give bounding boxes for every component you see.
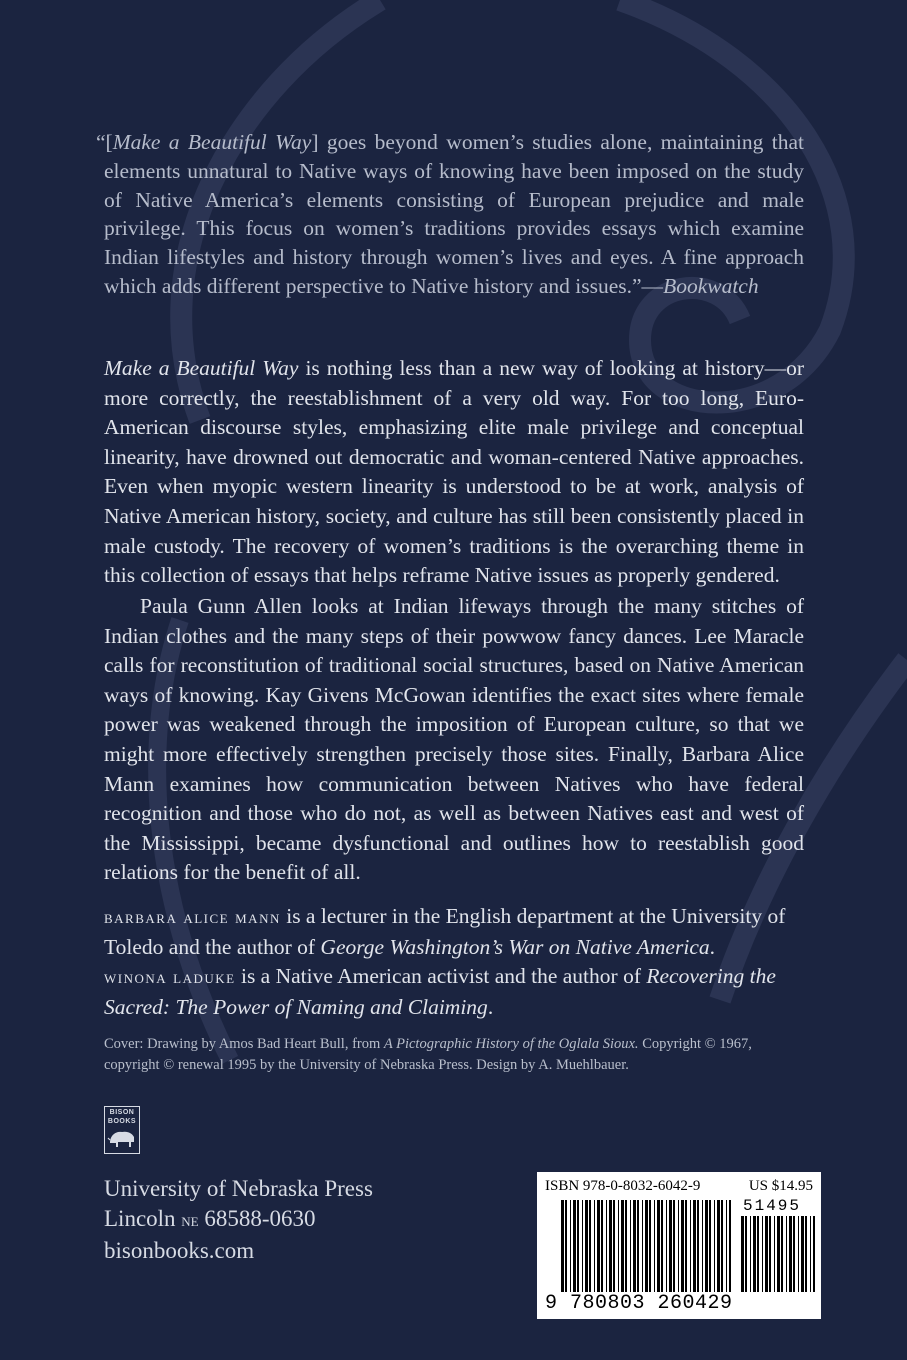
barcode-bar <box>657 1200 660 1292</box>
logo-text-line1: BISON <box>109 1109 135 1116</box>
barcode-bar <box>789 1216 792 1292</box>
review-source: Bookwatch <box>663 273 759 298</box>
barcode-bar <box>690 1200 691 1292</box>
barcode-bar <box>577 1200 579 1292</box>
barcode-bar <box>618 1200 619 1292</box>
barcode-bar <box>621 1200 624 1292</box>
barcode-bar <box>762 1216 763 1292</box>
credit-book-title: A Pictographic History of the Oglala Sioux. <box>383 1036 639 1052</box>
barcode-bar <box>765 1216 768 1292</box>
publisher-website[interactable]: bisonbooks.com <box>104 1238 255 1263</box>
barcode-bars-addon <box>741 1216 815 1292</box>
barcode-bar <box>642 1200 643 1292</box>
publisher-name: University of Nebraska Press <box>104 1176 373 1201</box>
barcode-bar <box>573 1200 576 1292</box>
barcode-bar <box>798 1216 799 1292</box>
barcode-bar <box>649 1200 651 1292</box>
barcode-bar <box>589 1200 591 1292</box>
quoted-book-title: Make a Beautiful Way <box>112 130 312 154</box>
logo-text-line2: BOOKS <box>107 1118 137 1125</box>
laduke-book-title: Recovering the Sacred: The Power of Naming and Claiming <box>104 964 776 1019</box>
barcode-bar <box>729 1200 731 1292</box>
author-bios: barbara alice mann is a lecturer in the English department at the University of Toledo and the author of George Washington’s War on Native America. winona laduke is a Native American activist and the author of Recovering the Sacred: The Power of Naming and Claiming. <box>104 904 786 1019</box>
barcode-bar <box>777 1216 780 1292</box>
isbn-barcode <box>537 1172 821 1319</box>
barcode-bar <box>774 1216 775 1292</box>
barcode-bar <box>726 1200 727 1292</box>
bison-books-logo <box>104 1106 140 1154</box>
barcode-bar <box>786 1216 787 1292</box>
barcode-bar <box>753 1216 756 1292</box>
barcode-bar <box>681 1200 684 1292</box>
barcode-bar <box>633 1200 636 1292</box>
author-name-mann: barbara alice mann <box>104 907 281 927</box>
barcode-bar <box>714 1200 715 1292</box>
barcode-bar <box>693 1200 696 1292</box>
barcode-bar <box>609 1200 612 1292</box>
barcode-bar <box>750 1216 751 1292</box>
ean-digits: 9 780803 260429 <box>545 1292 733 1315</box>
barcode-bar <box>678 1200 679 1292</box>
barcode-bar <box>661 1200 663 1292</box>
barcode-bar <box>801 1216 804 1292</box>
barcode-bar <box>709 1200 711 1292</box>
barcode-bar <box>793 1216 795 1292</box>
barcode-bars-main <box>561 1200 731 1292</box>
barcode-bar <box>781 1216 783 1292</box>
author-name-laduke: winona laduke <box>104 967 236 988</box>
barcode-bar <box>745 1216 747 1292</box>
barcode-bar <box>721 1200 723 1292</box>
publisher-address <box>104 1174 373 1266</box>
barcode-bar <box>597 1200 600 1292</box>
description-paragraph-2: Paula Gunn Allen looks at Indian lifeways through the many stitches of Indian clothes and the many steps of their powwow fancy dances. Lee Maracle calls for reconstitution of traditional social structures, based on Native American ways of knowing. Kay Givens McGowan identifies the exact sites where female power was weakened through the imposition of European culture, so that we might more effectively strengthen precisely those sites. Finally, Barbara Alice Mann examines how communication between Natives who have federal recognition and those who do not, as well as between Natives east and west of the Mississippi, became dysfunctional and outlines how to reestablish good relations for the benefit of all. <box>104 594 804 885</box>
barcode-bar <box>669 1200 672 1292</box>
barcode-bar <box>606 1200 607 1292</box>
barcode-bar <box>613 1200 615 1292</box>
isbn-number: ISBN 978-0-8032-6042-9 <box>545 1178 701 1194</box>
barcode-bar <box>685 1200 687 1292</box>
barcode-bar <box>717 1200 720 1292</box>
barcode-bar <box>585 1200 588 1292</box>
barcode-bar <box>625 1200 627 1292</box>
barcode-bar <box>702 1200 703 1292</box>
barcode-bar <box>654 1200 655 1292</box>
barcode-bar <box>637 1200 639 1292</box>
barcode-bar <box>565 1200 567 1292</box>
description-paragraph-1: Make a Beautiful Way is nothing less than a new way of looking at history—or more correctly, the reestablishment of a very old way. For too long, Euro-American discourse styles, emphasizing elite male privilege and conceptual linearity, have drowned out democratic and woman-centered Native approaches. Even when myopic western linearity is understood to be at work, analysis of Native American history, society, and culture has still been consistently placed in male custody. The recovery of women’s traditions is the overarching theme in this collection of essays that helps reframe Native issues as properly gendered. <box>104 356 804 588</box>
barcode-bar <box>582 1200 583 1292</box>
barcode-bar <box>813 1216 815 1292</box>
bison-icon <box>107 1125 137 1151</box>
price-label: US $14.95 <box>748 1178 813 1194</box>
review-quote: “[Make a Beautiful Way] goes beyond women’s studies alone, maintaining that elements unnatural to Native ways of knowing have been imposed on the study of Native America’s elements consisting of European prejudice and male privilege. This focus on women’s traditions provides essays which examine Indian lifestyles and history through women’s lives and eyes. A fine approach which adds different perspective to Native history and issues.”—Bookwatch <box>96 130 804 298</box>
barcode-bar <box>594 1200 595 1292</box>
barcode-bar <box>630 1200 631 1292</box>
barcode-bar <box>570 1200 571 1292</box>
barcode-bar <box>741 1216 744 1292</box>
mann-book-title: George Washington’s War on Native America <box>320 934 710 959</box>
barcode-bar <box>805 1216 807 1292</box>
barcode-bar <box>645 1200 648 1292</box>
barcode-bar <box>769 1216 771 1292</box>
barcode-bar <box>697 1200 699 1292</box>
barcode-bar <box>561 1200 564 1292</box>
barcode-bar <box>757 1216 759 1292</box>
description-book-title: Make a Beautiful Way <box>104 356 299 380</box>
publisher-city: Lincoln ne 68588-0630 <box>104 1206 316 1231</box>
cover-credit: Cover: Drawing by Amos Bad Heart Bull, from A Pictographic History of the Oglala Sioux. Copyright © 1967, copyright © renewal 1995 by the University of Nebraska Press. Design by A. Muehlbauer. <box>104 1036 752 1073</box>
barcode-bar <box>666 1200 667 1292</box>
addon-digits: 51495 <box>743 1197 802 1215</box>
barcode-bar <box>810 1216 811 1292</box>
barcode-bar <box>601 1200 603 1292</box>
barcode-bar <box>673 1200 675 1292</box>
barcode-bar <box>705 1200 708 1292</box>
